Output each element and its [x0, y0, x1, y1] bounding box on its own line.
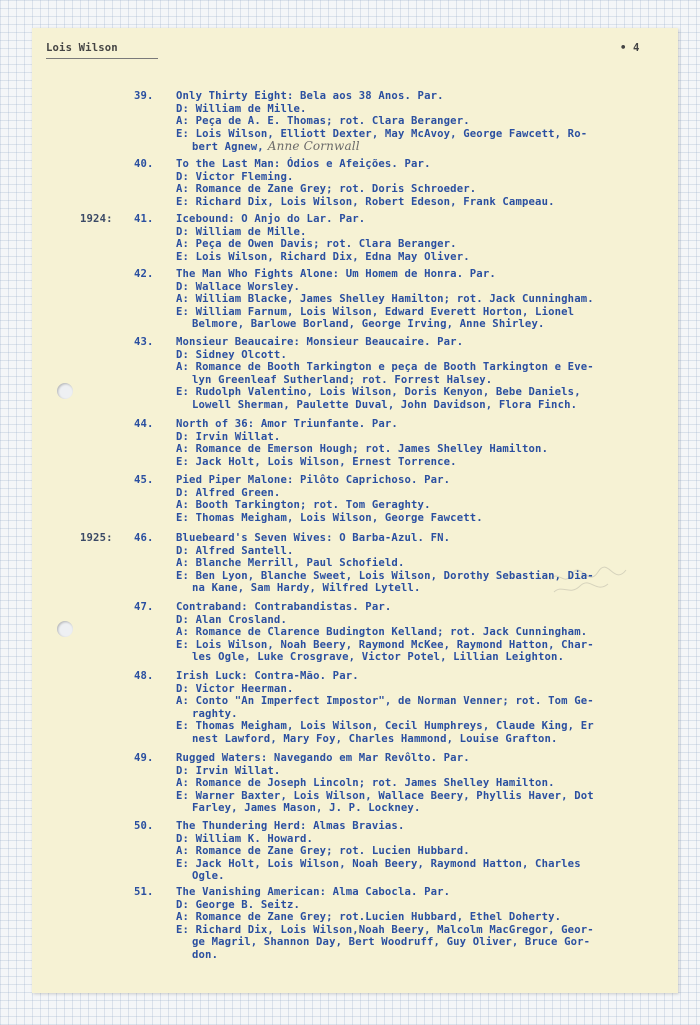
- entry-line: A: Romance de Zane Grey; rot. Doris Schroeder.: [176, 183, 477, 195]
- entry-line: A: Conto "An Imperfect Impostor", de Norman Venner; rot. Tom Ge-: [176, 695, 594, 707]
- entry-number: 44.: [134, 418, 154, 430]
- entry-line: D: Alan Crosland.: [176, 613, 287, 626]
- entry-number: 50.: [134, 820, 154, 832]
- film-title: Irish Luck: Contra-Mão. Par.: [176, 670, 359, 682]
- entry-line: E: Warner Baxter, Lois Wilson, Wallace Beery, Phyllis Haver, Dot: [176, 789, 594, 802]
- entry-line: A: Romance de Joseph Lincoln; rot. James Shelley Hamilton.: [176, 777, 555, 789]
- entry-line: E: Thomas Meigham, Lois Wilson, George Fawcett.: [176, 511, 483, 524]
- entry-line: D: George B. Seitz.: [176, 898, 301, 911]
- film-title: Icebound: O Anjo do Lar. Par.: [176, 213, 366, 225]
- entry-line: lyn Greenleaf Sutherland; rot. Forrest Halsey.: [192, 373, 493, 386]
- entry-line: E: William Farnum, Lois Wilson, Edward Everett Horton, Lionel: [176, 305, 575, 318]
- entry-line: A: Romance de Emerson Hough; rot. James Shelley Hamilton.: [176, 443, 549, 455]
- entry-line: Belmore, Barlowe Borland, George Irving, Anne Shirley.: [192, 318, 545, 330]
- entry-number: 49.: [134, 752, 154, 764]
- entry-line: E: Thomas Meigham, Lois Wilson, Cecil Humphreys, Claude King, Er: [176, 720, 594, 732]
- film-title: North of 36: Amor Triunfante. Par.: [176, 418, 398, 430]
- entry-line: A: Booth Tarkington; rot. Tom Geraghty.: [176, 499, 431, 511]
- punch-hole: [57, 383, 73, 399]
- entry-number: 43.: [134, 336, 154, 348]
- entry-line: A: Romance de Zane Grey; rot.Lucien Hubbard, Ethel Doherty.: [176, 911, 562, 923]
- entry-line: E: Jack Holt, Lois Wilson, Noah Beery, Raymond Hatton, Charles: [176, 857, 581, 870]
- entry-line: les Ogle, Luke Crosgrave, Victor Potel, Lillian Leighton.: [192, 651, 565, 663]
- entry-line: ge Magril, Shannon Day, Bert Woodruff, Guy Oliver, Bruce Gor-: [192, 936, 591, 948]
- entry-number: 47.: [134, 601, 154, 613]
- entry-line: D: William de Mille.: [176, 225, 307, 238]
- entry-line: E: Lois Wilson, Richard Dix, Edna May Oliver.: [176, 250, 470, 263]
- entry-number: 41.: [134, 213, 154, 225]
- entry-line: D: Victor Fleming.: [176, 170, 294, 183]
- entry-line: E: Jack Holt, Lois Wilson, Ernest Torrence.: [176, 455, 457, 468]
- entry-line: A: Peça de Owen Davis; rot. Clara Beranger.: [176, 238, 457, 250]
- entry-number: 46.: [134, 532, 154, 544]
- entry-number: 42.: [134, 268, 154, 280]
- entry-number: 39.: [134, 90, 154, 102]
- entry-line: Ogle.: [192, 870, 225, 882]
- entry-line: raghty.: [192, 707, 238, 720]
- entry-line: D: Victor Heerman.: [176, 682, 294, 695]
- entry-line: D: Alfred Green.: [176, 486, 281, 499]
- film-title: Bluebeard's Seven Wives: O Barba-Azul. FN.: [176, 532, 451, 544]
- punch-hole: [57, 621, 73, 637]
- entry-line: A: Peça de A. E. Thomas; rot. Clara Beranger.: [176, 115, 470, 127]
- entry-number: 40.: [134, 158, 154, 170]
- entry-line: A: Romance de Zane Grey; rot. Lucien Hubbard.: [176, 845, 470, 857]
- entry-line: E: Rudolph Valentino, Lois Wilson, Doris Kenyon, Bebe Daniels,: [176, 386, 581, 398]
- film-title: The Man Who Fights Alone: Um Homem de Honra. Par.: [176, 268, 496, 280]
- film-title: Pied Piper Malone: Pilôto Caprichoso. Par.: [176, 474, 451, 486]
- entry-line: D: Irvin Willat.: [176, 430, 281, 443]
- entry-line: E: Richard Dix, Lois Wilson,Noah Beery, Malcolm MacGregor, Geor-: [176, 923, 594, 936]
- film-title: The Thundering Herd: Almas Bravias.: [176, 820, 405, 832]
- film-title: Rugged Waters: Navegando em Mar Revôlto. Par.: [176, 752, 470, 764]
- entry-line: na Kane, Sam Hardy, Wilfred Lytell.: [192, 582, 421, 594]
- entry-line: D: Irvin Willat.: [176, 764, 281, 777]
- entry-line: bert Agnew, Anne Cornwall: [192, 139, 360, 153]
- page-number: • 4: [620, 42, 640, 54]
- entry-number: 48.: [134, 670, 154, 682]
- film-title: To the Last Man: Ódios e Afeições. Par.: [176, 158, 431, 170]
- entry-line: E: Ben Lyon, Blanche Sweet, Lois Wilson, Dorothy Sebastian, Dia-: [176, 569, 594, 582]
- entry-line: D: William de Mille.: [176, 102, 307, 115]
- entry-line: E: Lois Wilson, Elliott Dexter, May McAvoy, George Fawcett, Ro-: [176, 127, 588, 140]
- entry-line: don.: [192, 948, 219, 961]
- entry-line: A: William Blacke, James Shelley Hamilton; rot. Jack Cunningham.: [176, 293, 594, 305]
- entry-line: A: Blanche Merrill, Paul Schofield.: [176, 557, 405, 569]
- entry-line: A: Romance de Clarence Budington Kelland; rot. Jack Cunningham.: [176, 626, 588, 638]
- entry-line: Farley, James Mason, J. P. Lockney.: [192, 802, 421, 814]
- entry-line: nest Lawford, Mary Foy, Charles Hammond, Louise Grafton.: [192, 732, 558, 745]
- entry-line: D: William K. Howard.: [176, 832, 314, 845]
- entry-line: D: Sidney Olcott.: [176, 348, 287, 361]
- entry-line: Lowell Sherman, Paulette Duval, John Davidson, Flora Finch.: [192, 398, 578, 411]
- film-title: Only Thirty Eight: Bela aos 38 Anos. Par.: [176, 90, 444, 102]
- film-title: Monsieur Beaucaire: Monsieur Beaucaire. Par.: [176, 336, 464, 348]
- film-title: Contraband: Contrabandistas. Par.: [176, 601, 392, 613]
- handwritten-note: Anne Cornwall: [263, 139, 360, 153]
- entry-number: 45.: [134, 474, 154, 486]
- entry-line: D: Wallace Worsley.: [176, 280, 301, 293]
- film-title: The Vanishing American: Alma Cabocla. Par.: [176, 886, 451, 898]
- entry-line: E: Lois Wilson, Noah Beery, Raymond McKee, Raymond Hatton, Char-: [176, 638, 594, 651]
- header-underline: [46, 58, 158, 59]
- page-header-name: Lois Wilson: [46, 42, 118, 54]
- entry-line: A: Romance de Booth Tarkington e peça de Booth Tarkington e Eve-: [176, 361, 594, 373]
- year-label: 1924:: [80, 213, 113, 225]
- entry-line: D: Alfred Santell.: [176, 544, 294, 557]
- entry-number: 51.: [134, 886, 154, 898]
- entry-line: E: Richard Dix, Lois Wilson, Robert Edeson, Frank Campeau.: [176, 195, 555, 208]
- year-label: 1925:: [80, 532, 113, 544]
